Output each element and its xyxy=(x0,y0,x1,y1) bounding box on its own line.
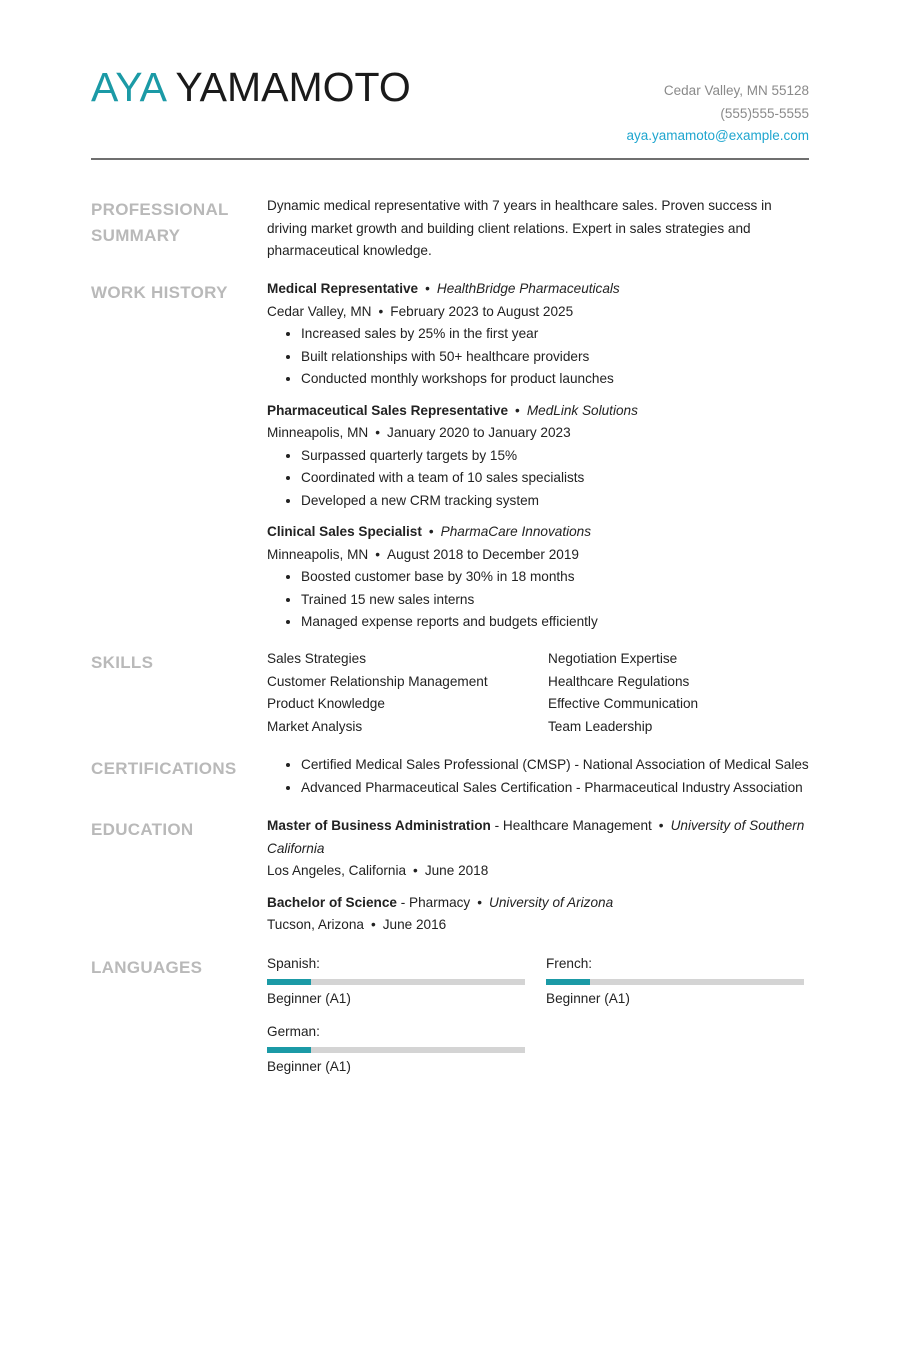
language-name: French: xyxy=(546,956,593,971)
summary-title xyxy=(91,197,251,249)
education-field: - Pharmacy xyxy=(396,894,471,910)
language-level-bar xyxy=(546,979,804,985)
job-role: Medical Representative xyxy=(267,281,419,296)
job-header xyxy=(267,521,809,544)
language-level: Beginner (A1) xyxy=(267,1058,351,1074)
skill-item: Effective Communication xyxy=(548,696,699,711)
separator-dot: • xyxy=(375,546,381,562)
separator-dot: • xyxy=(428,524,434,539)
language-level-fill xyxy=(267,979,311,985)
job-bullet: • Surpassed quarterly targets by 15% xyxy=(301,445,809,468)
skill-item: Sales Strategies xyxy=(267,651,366,666)
summary-title-line1: PROFESSIONAL xyxy=(91,200,229,219)
separator-dot: • xyxy=(378,303,384,319)
education-header xyxy=(267,892,809,915)
separator-dot: • xyxy=(413,863,418,878)
job-bullet: • Built relationships with 50+ healthcare providers xyxy=(301,346,809,369)
education-entry xyxy=(267,892,809,937)
job-bullet: • Trained 15 new sales interns xyxy=(301,589,809,612)
education-entry xyxy=(267,815,809,883)
skill-item: Healthcare Regulations xyxy=(548,673,690,689)
education-date: June 2016 xyxy=(382,917,447,932)
skill-item: Team Leadership xyxy=(548,718,653,734)
job-meta xyxy=(267,544,809,567)
language-item xyxy=(267,1021,525,1079)
job-company: HealthBridge Pharmaceuticals xyxy=(436,281,620,296)
job-dates: August 2018 to December 2019 xyxy=(387,546,579,562)
first-name: AYA xyxy=(91,64,165,110)
language-item xyxy=(267,953,525,1011)
education-title: EDUCATION xyxy=(91,820,194,839)
job-meta xyxy=(267,422,809,445)
job-location: Minneapolis, MN xyxy=(267,546,369,562)
education-degree: Bachelor of Science xyxy=(267,894,397,910)
summary-title-line2: SUMMARY xyxy=(91,226,181,245)
language-name: Spanish: xyxy=(267,956,320,971)
education-body xyxy=(267,815,809,946)
contact-phone: (555)555-5555 xyxy=(720,105,809,121)
job-bullet: • Conducted monthly workshops for product launches xyxy=(301,368,809,391)
language-name: German: xyxy=(267,1023,320,1039)
language-level-fill xyxy=(546,979,590,985)
job-entry xyxy=(267,278,809,391)
resume-header xyxy=(91,60,809,160)
certification-item: • Certified Medical Sales Professional (CMSP) - National Association of Medical Sales xyxy=(301,754,809,777)
job-dates: February 2023 to August 2025 xyxy=(390,303,574,319)
separator-dot: • xyxy=(425,281,430,296)
separator-dot: • xyxy=(477,894,482,910)
education-meta xyxy=(267,914,809,937)
education-location: Los Angeles, California xyxy=(267,863,407,878)
education-header xyxy=(267,815,809,860)
summary-text: Dynamic medical representative with 7 years in healthcare sales. Proven success in driving market growth and building client relations. Expert in sales strategies and pharmaceutical knowledge. xyxy=(267,198,772,258)
job-company: MedLink Solutions xyxy=(526,402,638,418)
last-name: YAMAMOTO xyxy=(175,64,411,110)
language-level-bar xyxy=(267,979,525,985)
education-location: Tucson, Arizona xyxy=(267,917,364,932)
job-bullet: • Coordinated with a team of 10 sales specialists xyxy=(301,467,809,490)
contact-info xyxy=(626,80,809,148)
job-bullets xyxy=(267,323,809,391)
job-bullets xyxy=(267,445,809,513)
contact-location: Cedar Valley, MN 55128 xyxy=(663,83,809,98)
separator-dot: • xyxy=(515,402,520,418)
job-role: Pharmaceutical Sales Representative xyxy=(267,402,509,418)
job-meta xyxy=(267,301,809,324)
work-history-title: WORK HISTORY xyxy=(91,283,228,302)
education-school: University of Arizona xyxy=(489,894,614,910)
separator-dot: • xyxy=(370,917,376,932)
language-item xyxy=(546,953,804,1011)
education-date: June 2018 xyxy=(424,863,489,878)
certifications-title: CERTIFICATIONS xyxy=(91,759,237,778)
certifications-body xyxy=(267,754,809,799)
job-bullet: • Boosted customer base by 30% in 18 months xyxy=(301,566,809,589)
header-divider xyxy=(91,158,809,160)
skills-title: SKILLS xyxy=(91,653,154,672)
job-bullet: • Developed a new CRM tracking system xyxy=(301,490,809,513)
separator-dot: • xyxy=(375,425,381,440)
language-level: Beginner (A1) xyxy=(267,991,351,1006)
language-level: Beginner (A1) xyxy=(546,991,630,1006)
skills-grid xyxy=(267,648,809,738)
language-level-bar xyxy=(267,1047,525,1053)
education-field: - Healthcare Management xyxy=(490,818,652,833)
certifications-list xyxy=(267,754,809,799)
skill-item: Product Knowledge xyxy=(267,696,385,711)
job-header xyxy=(267,278,809,301)
skill-item: Market Analysis xyxy=(267,718,363,734)
job-location: Minneapolis, MN xyxy=(267,425,369,440)
job-role: Clinical Sales Specialist xyxy=(267,524,422,539)
education-degree: Master of Business Administration xyxy=(267,818,491,833)
job-entry xyxy=(267,400,809,513)
languages-grid xyxy=(267,953,809,1078)
languages-title: LANGUAGES xyxy=(91,958,203,977)
job-company: PharmaCare Innovations xyxy=(440,524,592,539)
job-entry xyxy=(267,521,809,634)
work-history-body xyxy=(267,278,809,643)
candidate-name xyxy=(91,62,411,112)
separator-dot: • xyxy=(658,818,664,833)
job-bullet: • Managed expense reports and budgets efficiently xyxy=(301,611,809,634)
job-dates: January 2020 to January 2023 xyxy=(387,425,571,440)
contact-email[interactable]: aya.yamamoto@example.com xyxy=(626,128,809,143)
job-bullets xyxy=(267,566,809,634)
job-location: Cedar Valley, MN xyxy=(267,303,372,319)
skill-item: Negotiation Expertise xyxy=(548,651,678,666)
job-bullet: • Increased sales by 25% in the first year xyxy=(301,323,809,346)
job-header xyxy=(267,400,809,423)
education-school: University of Southern California xyxy=(267,818,805,856)
certification-item: • Advanced Pharmaceutical Sales Certification - Pharmaceutical Industry Association xyxy=(301,777,809,800)
education-meta xyxy=(267,860,809,883)
language-level-fill xyxy=(267,1047,311,1053)
skill-item: Customer Relationship Management xyxy=(267,673,488,689)
